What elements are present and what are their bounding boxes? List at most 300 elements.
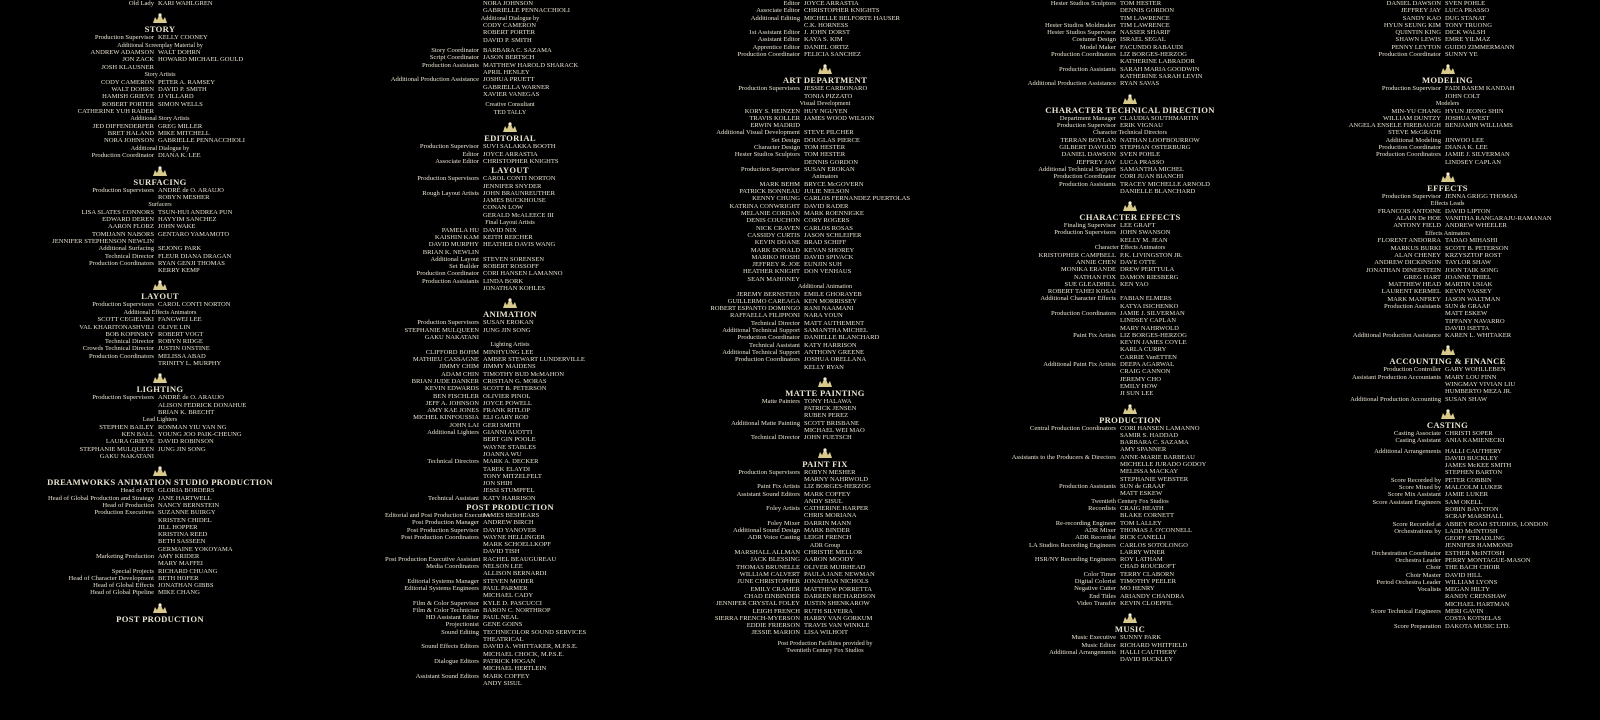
credit-row	[40, 345, 280, 352]
credit-row	[40, 209, 280, 216]
credit-name: TONY HALAWA	[804, 397, 852, 405]
credit-row	[700, 342, 950, 349]
credit-row	[40, 231, 280, 238]
credit-row	[1325, 245, 1570, 252]
credit-name: SAMANTHA MICHEL	[804, 327, 868, 335]
credit-name: HAYYIM SANCHEZ	[158, 216, 217, 224]
credit-row	[700, 586, 950, 593]
credit-row	[700, 291, 950, 298]
credit-name: CHAD ROUCROFT	[1120, 563, 1176, 571]
credit-name: CARLOS SOTOLONGO	[1120, 541, 1188, 549]
credit-role: Additional Technical Support	[722, 348, 800, 356]
credit-row	[385, 495, 635, 502]
credit-role: Additional Production Accounting	[1350, 395, 1441, 403]
credit-row	[700, 356, 950, 363]
credit-role: Score Mix Assistant	[1387, 491, 1441, 499]
credit-name: MICHAEL HERTLEIN	[483, 665, 547, 673]
credit-role: Production Coordinators	[734, 356, 800, 364]
credit-name: GENTARO YAMAMOTO	[158, 230, 230, 238]
credit-row	[40, 524, 280, 531]
credit-row	[700, 564, 950, 571]
credit-name: HALLI CAUTHERY	[1445, 447, 1502, 455]
credit-name: JUSTIN ONSTINE	[158, 345, 210, 353]
credit-role: Post Production Coordinators	[400, 533, 479, 541]
credit-role: Recordists	[1088, 505, 1116, 513]
credit-name: KEVAN SHOREY	[804, 246, 855, 254]
credit-name: BLAKE CORNETT	[1120, 512, 1175, 520]
credit-subheading: TED TALLY	[493, 108, 527, 116]
credit-name: MELISSA ABAD	[158, 352, 206, 360]
credit-row	[40, 531, 280, 538]
credit-row	[1325, 288, 1570, 295]
credit-role	[1325, 513, 1445, 520]
credit-name: CARLOS ROSAS	[804, 224, 853, 232]
credit-role	[1010, 376, 1120, 383]
credit-row	[1325, 93, 1570, 100]
credit-subheading: Additional Dialogue by	[480, 14, 540, 22]
credit-row	[700, 85, 950, 92]
credit-role: Production Coordinator	[91, 152, 154, 160]
credit-row	[700, 298, 950, 305]
credit-name: STEVE PILCHER	[804, 129, 854, 137]
credit-role: WILLIAM DUNTZY	[1382, 114, 1441, 122]
credit-row	[385, 241, 635, 248]
credit-role	[1325, 159, 1445, 166]
credit-role: Production Coordinator	[1378, 144, 1441, 152]
credit-row	[40, 324, 280, 331]
credit-row	[700, 239, 950, 246]
credit-role: Post Production Manager	[411, 519, 479, 527]
credit-role: GILBERT DAVOUD	[1059, 144, 1116, 152]
credit-row	[700, 108, 950, 115]
credit-name: WAYNE HELLINGER	[483, 533, 545, 541]
credit-role: Production Coordinator	[1378, 51, 1441, 59]
credit-name: JI SUN LEE	[1120, 390, 1154, 398]
credit-name: AMY KRIDER	[158, 553, 200, 560]
credit-role: Production Supervisor	[419, 143, 479, 151]
credit-name: KYLE D. PASCUCCI	[483, 599, 542, 607]
section-heading: LAYOUT	[491, 165, 529, 176]
credit-role	[1010, 468, 1120, 475]
credit-role: Additional Lighters	[427, 429, 479, 437]
credit-subheading: Character Effects Animators	[1094, 244, 1166, 252]
credit-row	[385, 69, 635, 76]
credit-name: CORI HANSEN LAMANNO	[1120, 424, 1200, 432]
credit-name: ESTHER McINTOSH	[1445, 549, 1505, 557]
section-heading: PAINT FIX	[802, 458, 848, 469]
credit-role	[385, 444, 483, 451]
credit-role: STEPHANIE MULQUEEN	[79, 445, 154, 453]
credit-row	[700, 15, 950, 22]
credit-name: C.K. HORNESS	[804, 21, 849, 29]
credit-row	[385, 54, 635, 61]
section-heading: ACCOUNTING & FINANCE	[1389, 356, 1506, 367]
credit-row	[385, 227, 635, 234]
credit-name: JESSIE CARBONARO	[804, 85, 868, 93]
credit-row	[385, 512, 635, 519]
credit-role	[1010, 383, 1120, 390]
credit-role: HEATHER KNIGHT	[743, 268, 800, 276]
credit-row	[1325, 22, 1570, 29]
credit-name: ISRAEL SEGAL	[1120, 36, 1166, 44]
credit-row	[1325, 108, 1570, 115]
credit-row	[40, 56, 280, 63]
credit-row	[385, 414, 635, 421]
credit-row	[1325, 615, 1570, 622]
credit-name: RYAN SAVAS	[1120, 80, 1160, 88]
credit-row	[40, 575, 280, 582]
credit-role: Score Recorded by	[1390, 476, 1441, 484]
credit-row	[1325, 388, 1570, 395]
credit-name: CRISTIAN G. MORAS	[483, 377, 547, 385]
credit-name: MARK A. DECKER	[483, 458, 539, 466]
credit-name: NELSON LEE	[483, 563, 523, 571]
credit-name: DAVID HILL	[1445, 571, 1483, 579]
credit-role	[1010, 439, 1120, 446]
credit-name: DREW PERTTULA	[1120, 266, 1175, 274]
credit-name: SUSAN EROKAN	[483, 319, 534, 327]
credit-name: HARRY VAN GORKUM	[804, 614, 873, 622]
credit-role: Technical Assistant	[428, 494, 479, 502]
credit-role: VAL KHARITONASHVILI	[79, 323, 154, 331]
section-heading: POST PRODUCTION	[116, 613, 204, 624]
credit-role	[40, 409, 158, 416]
credit-row	[1325, 0, 1570, 7]
credit-name: GUIDO ZIMMERMANN	[1445, 43, 1515, 51]
credit-role: Score Mixed by	[1398, 484, 1441, 492]
credit-row	[1325, 252, 1570, 259]
credit-name: MICHAEL CHOCK, M.P.S.E.	[483, 650, 564, 658]
credit-role: BRET HALAND	[107, 130, 154, 138]
credit-name: WALT DOHRN	[158, 49, 201, 57]
credit-row	[1325, 85, 1570, 92]
credit-row	[700, 405, 950, 412]
credit-name: BARBARA C. SAZAMA	[1120, 439, 1189, 447]
credit-name: WAYNE STABLES	[483, 443, 536, 451]
credit-name: DUG STANAT	[1445, 14, 1486, 22]
credit-name: RACHEL BEAUGUREAU	[483, 555, 557, 563]
credit-role: JOSH KLAUSNER	[101, 63, 154, 71]
credit-name: OLIVER MUIRHEAD	[804, 563, 866, 571]
credit-row	[40, 238, 280, 245]
credit-row	[1010, 310, 1250, 317]
credit-role: Additional Visual Development	[716, 129, 800, 137]
credit-name: CLAUDIA SOUTHMARTIN	[1120, 114, 1199, 122]
credit-role: Additional Paint Fix Artists	[1043, 361, 1116, 369]
credit-row	[1325, 151, 1570, 158]
credit-name: CODY CAMERON	[483, 22, 537, 30]
credit-subheading: Additional Dialogue by	[130, 144, 190, 152]
credit-name: JOYCE ARRASTIA	[483, 150, 538, 158]
credit-role: MATTHEW HEAD	[1388, 281, 1441, 289]
credit-row	[385, 7, 635, 14]
studio-logo-icon	[385, 120, 635, 133]
credit-name: JENNA GRIGG THOMAS	[1445, 192, 1518, 200]
credit-row	[385, 62, 635, 69]
credit-role: Production Coordinator	[737, 51, 800, 59]
section-heading: LIGHTING	[136, 384, 184, 395]
credit-role: Post Production Supervisor	[406, 526, 479, 534]
credit-row	[1010, 376, 1250, 383]
credit-role: Additional Sound Design	[732, 527, 800, 534]
credit-name: STEPHAN OSTERBURG	[1120, 144, 1191, 152]
credit-name: COSTA KOTSELAS	[1445, 615, 1502, 623]
credit-role: PATRICK BONNEAU	[739, 188, 800, 196]
credit-subheading: Lighting Artists	[490, 341, 530, 349]
credit-row	[385, 541, 635, 548]
credit-row	[40, 331, 280, 338]
credit-row	[1010, 137, 1250, 144]
credit-row	[700, 334, 950, 341]
credit-name: TERRY CLABORN	[1120, 570, 1175, 578]
credit-row	[385, 680, 635, 687]
credit-name: TIMOTHY BUD McMAHON	[483, 370, 565, 378]
credit-row	[1325, 115, 1570, 122]
credit-name: DAVID LIPTON	[1445, 207, 1491, 215]
credit-role: ANDREW ADAMSON	[90, 49, 154, 57]
studio-logo-icon	[1010, 402, 1250, 415]
credit-row	[1325, 366, 1570, 373]
credit-name: APRIL HENLEY	[483, 68, 530, 76]
credit-name: RICHARD WHITFIELD	[1120, 641, 1188, 649]
credit-row	[385, 270, 635, 277]
credit-row	[1010, 649, 1250, 656]
credit-role	[1010, 339, 1120, 346]
credit-name: GENE GOINS	[483, 621, 523, 629]
credit-role: BRIAN JUDE DANKER	[411, 377, 479, 385]
credit-name: FANGWEI LEE	[158, 316, 202, 324]
credit-row	[1010, 281, 1250, 288]
credit-row	[1010, 425, 1250, 432]
credit-row	[385, 643, 635, 650]
credit-row	[385, 636, 635, 643]
credit-name: PAUL PARMER	[483, 584, 528, 592]
credit-row	[1325, 159, 1570, 166]
credit-row	[700, 476, 950, 483]
credit-row	[385, 334, 635, 341]
credit-name: NORA JOHNSON	[483, 0, 534, 7]
credit-name: JANE HARTWELL	[158, 494, 212, 502]
credit-row	[40, 502, 280, 509]
credit-name: DAVID ISETTA	[1445, 324, 1490, 332]
credit-name: JON SHIH	[483, 480, 513, 488]
credit-name: AMY SPANNER	[1120, 446, 1167, 454]
credit-row	[385, 37, 635, 44]
credit-name: TAREK ELAYDI	[483, 465, 531, 473]
credit-name: LEIGH FRENCH	[804, 534, 852, 542]
credit-role: Technical Director	[104, 252, 154, 260]
credit-role: Vocalists	[1417, 586, 1441, 594]
credit-row	[700, 420, 950, 427]
credit-role: Production Assistants	[1059, 180, 1116, 188]
credit-role: PENNY LEYTON	[1391, 43, 1441, 51]
credit-name: CHRISTI SOPER	[1445, 429, 1493, 437]
credit-role	[700, 512, 804, 519]
credit-role: RAFFAELLA FILIPPONI	[729, 312, 800, 320]
credit-role	[1010, 303, 1120, 310]
credit-name: THEATRICAL	[483, 636, 524, 644]
credit-name: LINDSEY CAPLAN	[1120, 317, 1176, 325]
credit-name: DAVE OTTE	[1120, 258, 1156, 266]
credit-role: Marketing Production	[95, 553, 154, 560]
credit-name: JOSHUA ORELLANA	[804, 356, 867, 364]
credit-role: Matte Painters	[761, 397, 800, 405]
credit-row	[1010, 7, 1250, 14]
credit-row	[1325, 623, 1570, 630]
section-heading: EDITORIAL	[484, 133, 536, 144]
credit-role: WALT DOHRN	[111, 85, 154, 93]
credit-name: MICHAEL CADY	[483, 592, 534, 600]
credit-name: SUN de GRAAF	[1120, 482, 1166, 490]
credit-role: ANGELA ENSELE FIREBAUGH	[1348, 122, 1441, 130]
credit-row	[1325, 267, 1570, 274]
credit-name: KEN YAO	[1120, 280, 1149, 288]
credit-row	[40, 582, 280, 589]
section-heading: LAYOUT	[141, 291, 179, 302]
credit-name: BRYCE McGOVERN	[804, 180, 864, 188]
credit-role: Additional Arrangements	[1374, 447, 1441, 455]
credit-role: Production Coordinator	[1053, 173, 1116, 181]
credit-role	[1325, 388, 1445, 395]
credit-name: KATHERINE LABRADOR	[1120, 58, 1195, 66]
credit-role: KEVIN DOANE	[754, 239, 800, 247]
credit-name: JAMIE LUKER	[1445, 491, 1489, 499]
credit-name: CHRISTIE MELLOR	[804, 549, 863, 557]
credit-row	[1010, 303, 1250, 310]
credit-name: JONATHAN NICHOLS	[804, 578, 869, 586]
credit-row	[385, 422, 635, 429]
credit-row	[1010, 542, 1250, 549]
credit-name: CARRIE VanETTEN	[1120, 353, 1177, 361]
credit-role: KEVIN EDWARDS	[424, 385, 479, 393]
credit-row	[385, 378, 635, 385]
credit-role: HD Assistant Editor	[425, 614, 479, 622]
credit-name: MINHYUNG LEE	[483, 348, 534, 356]
credit-row	[1010, 144, 1250, 151]
credit-role: LAURENT KERMEL	[1381, 288, 1441, 296]
credit-name: SIMON WELLS	[158, 100, 203, 108]
credit-row	[40, 487, 280, 494]
credit-name: VANITHA RANGARAJU-RAMANAN	[1445, 215, 1552, 223]
credit-row	[1325, 550, 1570, 557]
credit-subheading: Character Technical Directors	[1092, 129, 1167, 137]
credit-role	[700, 412, 804, 419]
credit-role: CHAD EINBINDER	[744, 592, 800, 600]
credit-subheading: Effects Animators	[1425, 229, 1470, 237]
credit-role: KENNY CHUNG	[752, 195, 800, 203]
credit-role: Casting Assistant	[1395, 437, 1441, 445]
credit-role	[385, 651, 483, 658]
credit-role: Score Technical Engineers	[1370, 608, 1441, 616]
credit-role: WILLIAM CALVERT	[739, 571, 800, 579]
credit-subheading: Effects Leads	[1430, 200, 1465, 208]
credit-role: SCOTT CEGIELSKI	[97, 316, 154, 324]
credit-role	[700, 498, 804, 505]
credit-row	[1010, 527, 1250, 534]
studio-logo-icon	[385, 296, 635, 309]
credit-row	[700, 44, 950, 51]
credit-name: LARRY WINER	[1120, 548, 1165, 556]
credit-name: KEVIN CLOEPFIL	[1120, 599, 1173, 607]
credit-row	[700, 498, 950, 505]
credit-name: SUZANNE BUIRGY	[158, 509, 216, 517]
credit-row	[1010, 571, 1250, 578]
credit-row	[385, 151, 635, 158]
credit-role: Additional Arrangements	[1049, 648, 1116, 656]
credit-row	[700, 276, 950, 283]
credit-name: EMRE YILMAZ	[1445, 36, 1491, 44]
credit-role: Additional Matte Painting	[731, 419, 800, 427]
credit-name: TRACEY MICHELLE ARNOLD	[1120, 180, 1210, 188]
credit-name: MARNY NAHRWOLD	[804, 475, 869, 483]
credit-role: JUNE CHRISTOPHER	[737, 578, 800, 586]
credit-role	[385, 29, 483, 36]
credit-role: Production Supervisors	[92, 186, 154, 194]
credit-role	[385, 451, 483, 458]
credit-role: LAURA GRIEVE	[105, 438, 154, 446]
credit-role: GREG HART	[1403, 273, 1441, 281]
credit-name: KARI WAHLGREN	[158, 0, 213, 7]
credit-name: JOSHUA WEST	[1445, 114, 1490, 122]
credit-row	[1325, 448, 1570, 455]
section-heading: SURFACING	[133, 176, 187, 187]
credit-role: Sound Editing	[441, 628, 479, 636]
credit-role: CASSIDY CURTIS	[747, 231, 800, 239]
credit-row	[700, 608, 950, 615]
credit-name: ANDY SISUL	[483, 679, 522, 687]
credit-role: Score Preparation	[1393, 622, 1441, 630]
credit-role	[385, 487, 483, 494]
credit-name: THOMAS J. O'CONNELL	[1120, 527, 1193, 534]
credit-name: NASSER SHARIF	[1120, 29, 1171, 37]
credit-role: Sound Effects Editors	[421, 643, 479, 651]
credits-column-5	[1325, 0, 1570, 630]
credit-name: JJ VILLARD	[158, 93, 194, 101]
credit-name: J. JOHN DORST	[804, 29, 850, 37]
credit-name: JIMMY MAIDENS	[483, 363, 536, 371]
credit-row	[1010, 520, 1250, 527]
credit-row	[1010, 468, 1250, 475]
credit-role: Assistants to the Producers & Directors	[1011, 453, 1116, 461]
credit-role	[385, 285, 483, 292]
credit-name: SEJONG PARK	[158, 245, 202, 253]
credit-row	[385, 665, 635, 672]
credit-row	[1010, 252, 1250, 259]
credit-name: TIM LAWRENCE	[1120, 21, 1170, 29]
credit-role: Story Coordinator	[431, 47, 479, 55]
credit-row	[1325, 215, 1570, 222]
credit-role	[700, 364, 804, 371]
credit-name: DAVID SPIVACK	[804, 253, 854, 261]
credit-row	[700, 593, 950, 600]
credit-role: THOMAS BRUNELLE	[736, 563, 800, 571]
credit-role: Music Editor	[1081, 641, 1116, 649]
credit-row	[1010, 446, 1250, 453]
credit-row	[1325, 513, 1570, 520]
credit-name: HOWARD MICHAEL GOULD	[158, 56, 244, 64]
credit-row	[700, 320, 950, 327]
credit-row	[700, 217, 950, 224]
credit-name: PAUL NEAL	[483, 614, 519, 622]
credit-role: HSR/NY Recording Engineers	[1034, 556, 1116, 564]
credit-row	[1010, 222, 1250, 229]
credit-name: DON VENHAUS	[804, 268, 852, 276]
credit-name: SARAH MARIA GOODWIN	[1120, 65, 1200, 73]
credit-row	[700, 312, 950, 319]
credit-row	[1010, 44, 1250, 51]
credit-row	[1325, 29, 1570, 36]
credit-row	[1325, 222, 1570, 229]
